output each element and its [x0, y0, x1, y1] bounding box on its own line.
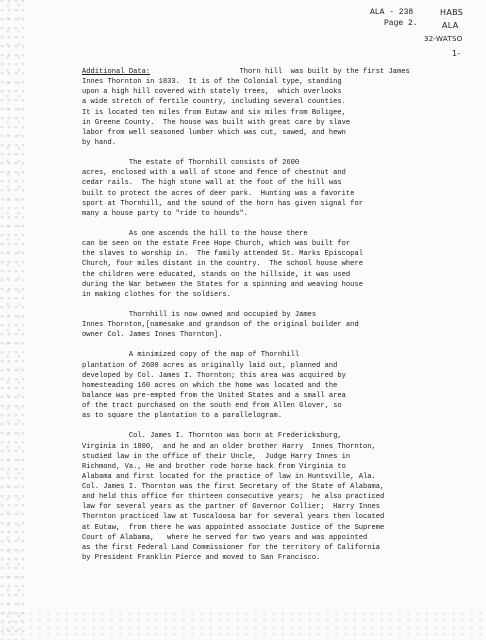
text-line: Innes Thornton,[namesake and grandson of the original builder and	[82, 321, 359, 330]
text-line: owner Col. James Innes Thornton].	[82, 331, 223, 340]
text-line: The estate of Thornhill consists of 2600	[82, 159, 300, 168]
text-line: by President Franklin Pierce and moved to San Francisco.	[82, 554, 321, 563]
text-line: built to protect the acres of deer park. Hunting was a favorite	[82, 189, 355, 198]
text-line: developed by Col. James I. Thornton; this area was acquired by	[82, 371, 346, 380]
text-line: many a house party to "ride to hounds".	[82, 209, 249, 218]
text-line: balance was pre-empted from the United States and a small area	[82, 391, 346, 400]
text-line: cedar rails. The high stone wall at the foot of the hill was	[82, 179, 342, 188]
paragraph-church	[82, 229, 470, 300]
text-line: Church, four miles distant in the country. The school house where	[82, 260, 363, 269]
handwritten-habs: HABS	[440, 8, 464, 17]
text-line: law for several years as the partner of Governor Collier; Harry Innes	[82, 503, 380, 512]
text-line: Additional Data: Thorn hill was built by the first James	[82, 68, 410, 76]
text-line: Col. James I. Thornton was born at Fredericksburg,	[82, 432, 342, 441]
text-line: acres, enclosed with a wall of stone and fence of chestnut and	[82, 169, 346, 178]
text-line: Col. James I. Thornton was the first Secretary of the State of Alabama,	[82, 483, 385, 492]
handwritten-ala: ALA	[442, 21, 459, 30]
text-line: of the tract purchased on the south end from Allen Glover, so	[82, 402, 342, 411]
paragraph-estate	[82, 158, 470, 219]
text-line: plantation of 2600 acres as originally laid out, planned and	[82, 361, 338, 370]
text-line: A minimized copy of the map of Thornhill	[82, 351, 300, 360]
paragraph-map	[82, 350, 470, 421]
document-code: ALA - 238	[370, 8, 414, 17]
document-body	[82, 67, 470, 563]
text-line: Alabama and first located for the practice of law in Huntsville, Ala.	[82, 472, 376, 481]
text-line: during the War between the States for a spinning and weaving house	[82, 280, 363, 289]
text-line: as to square the plantation to a parallelogram.	[82, 412, 283, 421]
scan-noise-bottom	[0, 610, 486, 640]
text-line: labor from well seasoned lumber which was cut, sawed, and hewn	[82, 128, 346, 137]
section-label: Additional Data:	[82, 68, 151, 76]
paragraph-biography	[82, 431, 470, 563]
text-line: studied law in the office of their Uncle, Judge Harry Innes in	[82, 452, 351, 461]
page-header	[370, 7, 418, 29]
text-line: Innes Thornton in 1833. It is of the Colonial type, standing	[82, 78, 342, 87]
text-line: the slaves to worship in. The family attended St. Marks Episcopal	[82, 250, 363, 259]
text-line: the children were educated, stands on the hillside, it was used	[82, 270, 351, 279]
paragraph-additional-data	[82, 67, 470, 148]
text-line: by hand.	[82, 138, 117, 147]
paragraph-ownership	[82, 310, 470, 340]
text-line: homesteading 160 acres on which the home was located and the	[82, 381, 338, 390]
text-line: Thornhill is now owned and occupied by James	[82, 310, 317, 319]
text-line: can be seen on the estate Free Hope Church, which was built for	[82, 240, 351, 249]
text-line: at Eutaw, from there he was appointed associate Justice of the Supreme	[82, 523, 385, 532]
text-line: It is located ten miles from Eutaw and six miles from Boligee,	[82, 108, 346, 117]
text-line: upon a high hill covered with stately trees, which overlooks	[82, 88, 342, 97]
page-number: Page 2.	[384, 19, 418, 28]
handwritten-sheet: 1-	[452, 49, 461, 58]
handwritten-reference: 32-WATSO	[424, 35, 463, 43]
text-line: in making clothes for the soldiers.	[82, 290, 231, 299]
text-line: a wide stretch of fertile country, including several counties.	[82, 98, 346, 107]
text-line: Virginia in 1800, and he and an older brother Harry Innes Thornton,	[82, 442, 376, 451]
text-line: and held this office for thirteen consecutive years; he also practiced	[82, 493, 385, 502]
text-line: Court of Alabama, where he served for two years and was appointed	[82, 533, 368, 542]
text-line: Richmond, Va., He and brother rode horse back from Virginia to	[82, 462, 346, 471]
text-line: as the first Federal Land Commissioner for the territory of California	[82, 543, 380, 552]
text-line: Thornton practiced law at Tuscaloosa bar for several years then located	[82, 513, 385, 522]
text-line: sport at Thornhill, and the sound of the horn has given signal for	[82, 199, 363, 208]
scan-noise-left	[0, 0, 26, 640]
text-line: in Greene County. The house was built with great care by slave	[82, 118, 351, 127]
text-line: As one ascends the hill to the house there	[82, 229, 308, 238]
